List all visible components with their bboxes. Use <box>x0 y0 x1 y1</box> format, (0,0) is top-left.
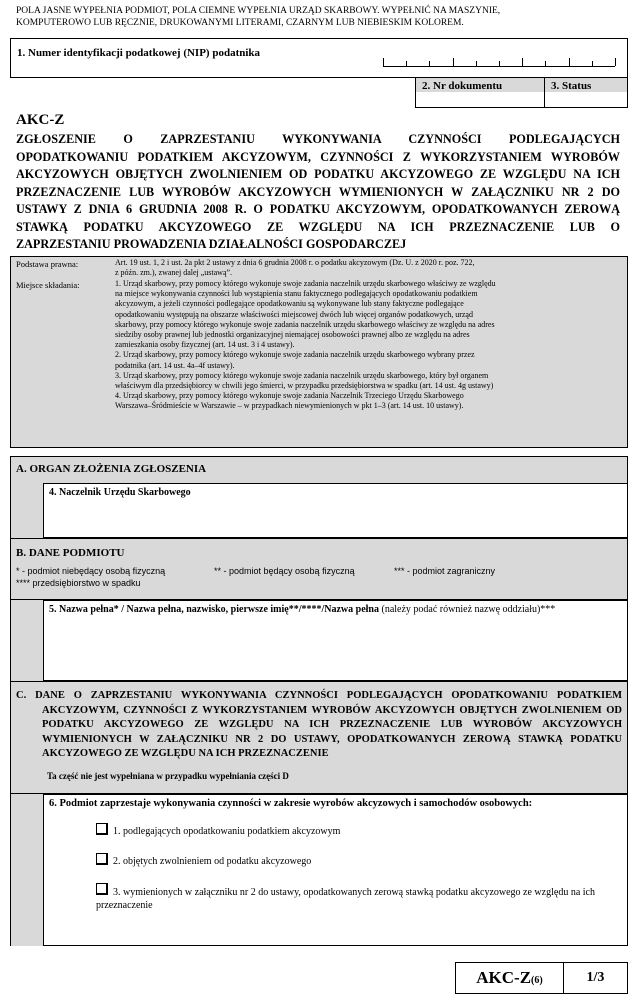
nip-tick <box>545 61 546 66</box>
section-a-title: A. ORGAN ZŁOŻENIA ZGŁOSZENIA <box>16 463 207 475</box>
submission-place-text <box>115 279 623 412</box>
legend-item: ** - podmiot będący osobą fizyczną <box>214 566 355 576</box>
full-name-field[interactable] <box>43 600 628 681</box>
legal-line: zamieszkania osoby fizycznej (art. 14 ust. 3 i 4 ustawy). <box>115 340 295 350</box>
title-line: STAWKĄ PODATKU AKCYZOWEGO ZE WZGLĘDU NA ICH PRZEZNACZENIE LUB O <box>16 219 620 234</box>
footer-version: (6) <box>531 975 543 986</box>
section-c-title-first: C. DANE O ZAPRZESTANIU WYKONYWANIA CZYNNOŚCI PODLEGAJĄCYCH OPODATKOWANIU PODATKIEM <box>16 690 622 701</box>
legal-line: z późn. zm.), zwanej dalej „ustawą”. <box>115 268 233 278</box>
nip-tick <box>522 58 523 66</box>
footer-code-text: AKC-Z <box>476 968 532 987</box>
legend-item: *** - podmiot zagraniczny <box>394 566 496 576</box>
fill-instructions <box>16 6 500 29</box>
legal-line: akcyzowym, a jeżeli czynności podlegające opodatkowaniu są wykonywane lub stany faktyczne podlegające <box>115 299 464 309</box>
section-c-title <box>16 689 622 762</box>
document-number-label: 2. Nr dokumentu <box>422 80 503 92</box>
legal-line: Warszawa–Śródmieście w Warszawie – w przypadkach niewymienionych w pkt 1–3 (art. 14 ust. 10 ustawy). <box>115 401 464 411</box>
option-1-label: 1. podlegających opodatkowaniu podatkiem akcyzowym <box>113 826 341 837</box>
section-c-note: Ta część nie jest wypełniana w przypadku wypełniania części D <box>47 771 289 781</box>
legal-line: na miejsce wykonywania czynności lub wystąpienia stanu faktycznego podlegających opodatkowaniu podatkiem <box>115 289 478 299</box>
nip-tick <box>615 58 616 66</box>
legal-line: podatnika (art. 14 ust. 4a–4f ustawy). <box>115 360 235 370</box>
section-a-header <box>10 456 628 484</box>
option-1-checkbox[interactable] <box>96 823 108 835</box>
title-line: PRZEZNACZENIE LUB WYROBÓW AKCYZOWYCH WYMIENIONYCH W ZAŁĄCZNIKU NR 2 DO <box>16 184 620 199</box>
legal-basis-box <box>10 256 628 448</box>
legal-line: 3. Urząd skarbowy, przy pomocy którego wykonuje swoje zadania naczelnik urzędu skarbowego, który był organem <box>115 370 489 380</box>
status-field <box>545 78 628 108</box>
footer-form-code <box>456 963 564 993</box>
option-3-label: 3. wymienionych w załączniku nr 2 do ustawy, opodatkowanych zerową stawką podatku akcyzowego ze względu na ich przeznaczenie <box>96 887 595 911</box>
nip-tick <box>406 61 407 66</box>
cessation-scope-label: 6. Podmiot zaprzestaje wykonywania czynności w zakresie wyrobów akcyzowych i samochodów osobowych: <box>49 798 533 809</box>
tax-office-label: 4. Naczelnik Urzędu Skarbowego <box>49 487 191 498</box>
title-line: ZAPRZESTANIU PROWADZENIA DZIAŁALNOŚCI GOSPODARCZEJ <box>16 237 407 251</box>
cessation-scope-field <box>43 794 628 946</box>
form-title <box>16 131 620 254</box>
legal-line: skarbowy, przy pomocy którego wykonuje swoje zadania naczelnik urzędu skarbowego właściwy ze względu na adres <box>115 319 495 329</box>
status-label: 3. Status <box>551 80 592 92</box>
section-b-title: B. DANE PODMIOTU <box>16 547 125 559</box>
legal-line: siedziby osoby prawnej lub jednostki organizacyjnej niemającej osobowości prawnej albo ze względu na adres <box>115 330 470 340</box>
form-code: AKC-Z <box>16 112 65 128</box>
title-line: USTAWY Z DNIA 6 GRUDNIA 2008 R. O PODATKU AKCYZOWYM, OPODATKOWANYCH ZEROWĄ <box>16 202 620 216</box>
option-2-checkbox[interactable] <box>96 853 108 865</box>
legend-item: * - podmiot niebędący osobą fizyczną <box>16 566 166 576</box>
nip-field[interactable] <box>10 38 628 78</box>
nip-digit-ticks <box>383 59 615 67</box>
document-number-field <box>415 78 545 108</box>
nip-tick <box>499 61 500 66</box>
legend-item: **** przedsiębiorstwo w spadku <box>16 578 141 588</box>
nip-tick <box>592 61 593 66</box>
legal-basis-label: Podstawa prawna: <box>16 259 79 269</box>
nip-tick <box>476 61 477 66</box>
nip-tick <box>429 61 430 66</box>
nip-tick <box>383 58 384 66</box>
title-line: OPODATKOWANIU PODATKIEM AKCYZOWYM, CZYNNOŚCI Z WYKORZYSTANIEM WYROBÓW <box>16 149 620 164</box>
nip-label: 1. Numer identyfikacji podatkowej (NIP) podatnika <box>17 47 261 59</box>
nip-tick <box>569 58 570 66</box>
legal-line: 1. Urząd skarbowy, przy pomocy którego wykonuje swoje zadania naczelnik urzędu skarbowego właściwy ze względu <box>115 279 496 288</box>
page-footer <box>455 962 628 994</box>
legal-line: 2. Urząd skarbowy, przy pomocy którego wykonuje swoje zadania naczelnik urzędu skarbowego wybrany przez <box>115 350 475 360</box>
full-name-label-bold: 5. Nazwa pełna* / Nazwa pełna, nazwisko, pierwsze imię**/****/Nazwa pełna <box>49 604 379 615</box>
title-line: AKCYZOWYCH OBJĘTYCH ZWOLNIENIEM OD PODATKU AKCYZOWEGO ZE WZGLĘDU NA ICH <box>16 167 620 181</box>
section-b-header <box>10 538 628 600</box>
legal-line: opodatkowaniu występują na obszarze właściwości miejscowej dwóch lub więcej organów podatkowych, urząd <box>115 309 473 319</box>
legal-basis-text <box>115 258 623 278</box>
nip-tick <box>453 58 454 66</box>
full-name-label-note: (należy podać również nazwę oddziału)*** <box>379 604 556 615</box>
tax-office-field[interactable] <box>43 483 628 538</box>
legal-line: właściwym dla przedsiębiorcy w chwili jego śmierci, w przypadku przedsiębiorstwa w spadku (art. 14 ust. 4g ustawy) <box>115 381 494 391</box>
instruction-line-1: POLA JASNE WYPEŁNIA PODMIOT, POLA CIEMNE WYPEŁNIA URZĄD SKARBOWY. WYPEŁNIĆ NA MASZYNIE, <box>16 6 501 16</box>
submission-place-label: Miejsce składania: <box>16 280 80 290</box>
page-number: 1/3 <box>586 970 605 985</box>
legal-line: 4. Urząd skarbowy, przy pomocy którego wykonuje swoje zadania Naczelnik Trzeciego Urzędu Skarbowego <box>115 391 464 401</box>
title-line: ZGŁOSZENIE O ZAPRZESTANIU WYKONYWANIA CZYNNOŚCI PODLEGAJĄCYCH <box>16 132 620 146</box>
section-c-title-rest: AKCYZOWYM, CZYNNOŚCI Z WYKORZYSTANIEM WYROBÓW AKCYZOWYCH OBJĘTYCH ZWOLNIENIEM OD PODATKU AKCYZOWEGO ZE WZGLĘDU NA ICH PRZEZNACZENIE LUB WYROBÓW AKCYZOWYCH WYMIENIONYCH W ZAŁĄCZNIKU NR 2 DO USTAWY, OPODATKOWANYCH ZEROWĄ STAWKĄ PODATKU AKCYZOWEGO ZE WZGLĘDU NA ICH PRZEZNACZENIE <box>42 704 622 759</box>
section-c-header <box>10 681 628 794</box>
legal-line: Art. 19 ust. 1, 2 i ust. 2a pkt 2 ustawy z dnia 6 grudnia 2008 r. o podatku akcyzowym (Dz. U. z 2020 r. poz. 722, <box>115 258 475 267</box>
full-name-label <box>49 604 619 616</box>
instruction-line-2: KOMPUTEROWO LUB RĘCZNIE, DRUKOWANYMI LITERAMI, CZARNYM LUB NIEBIESKIM KOLOREM. <box>16 17 464 28</box>
option-2-label: 2. objętych zwolnieniem od podatku akcyzowego <box>113 856 312 867</box>
